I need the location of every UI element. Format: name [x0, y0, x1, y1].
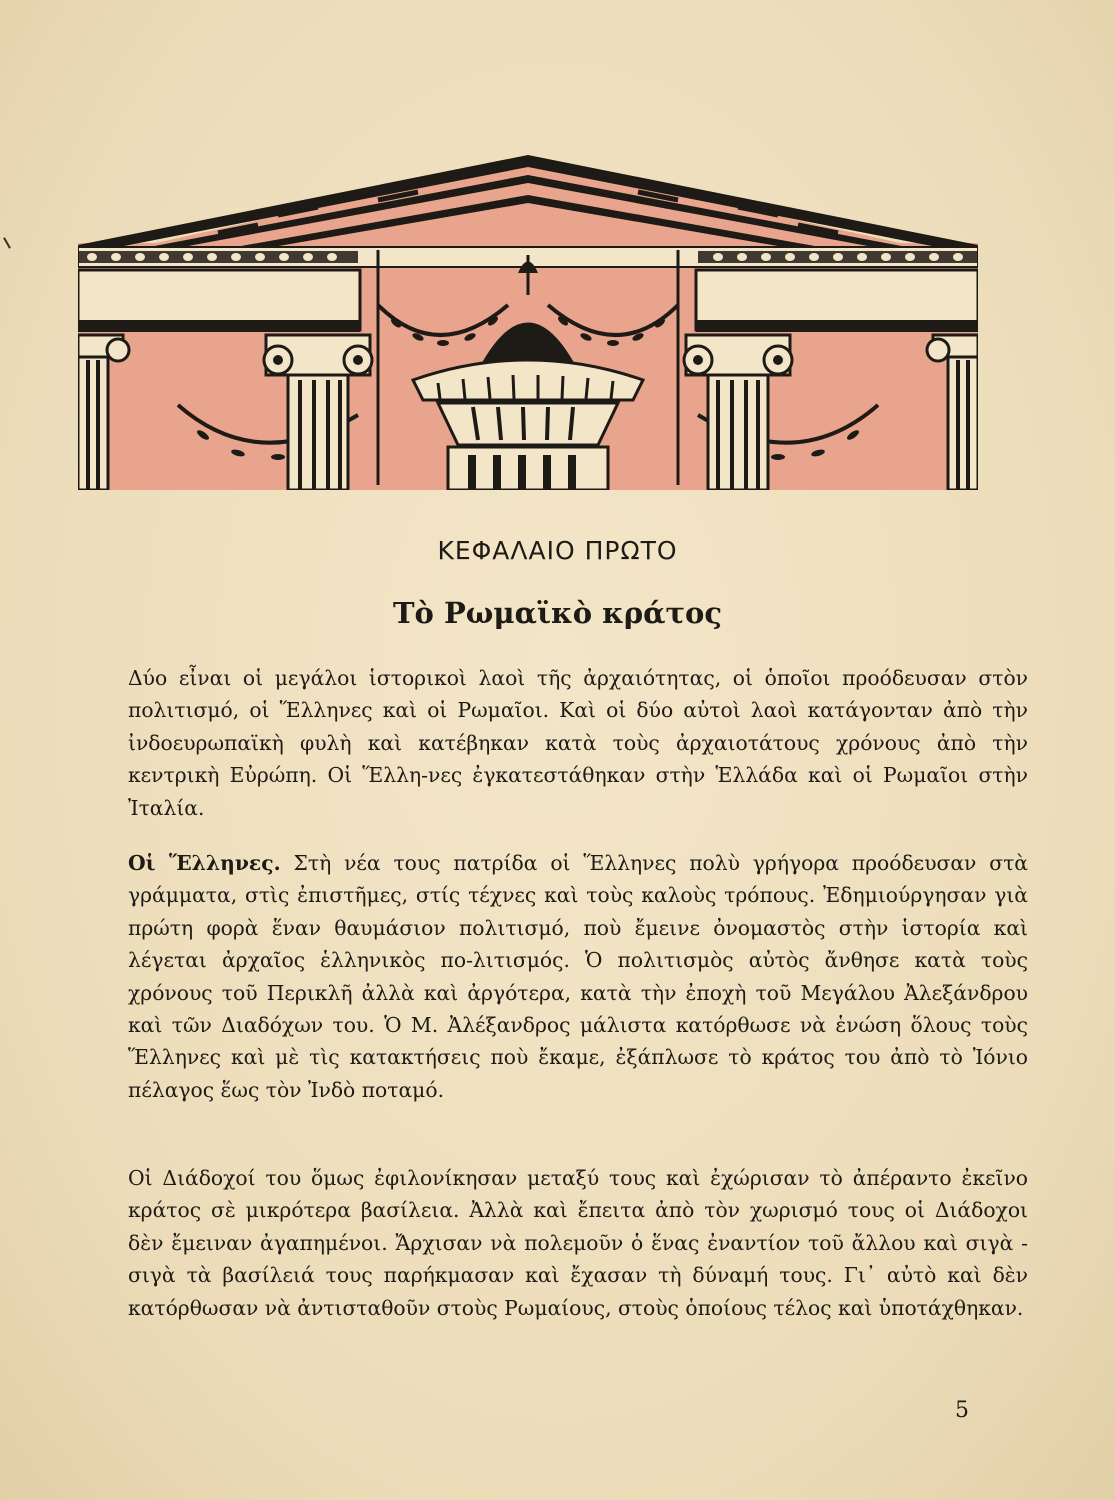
paragraph-2-lead: Οἱ Ἕλληνες. [128, 851, 281, 875]
paragraph-2 [78, 847, 1028, 1106]
temple-pediment-illustration [78, 155, 978, 490]
paragraph-1 [78, 662, 1028, 824]
chapter-heading: ΚΕΦΑΛΑΙΟ ΠΡΩΤΟ [437, 536, 678, 565]
paragraph-2-text: Στὴ νέα τους πατρίδα οἱ Ἕλληνες πολὺ γρήγορα προόδευσαν στὰ γράμματα, στὶς ἐπιστῆμες, στίς τέχνες καὶ τοὺς καλοὺς τρόπους. Ἐδημιούργησαν γιὰ πρώτη φορὰ ἕναν θαυμάσιον πολιτισμό, ποὺ ἔμεινε ὀνομαστὸς στὴν ἱστορία καὶ λέγεται ἀρχαῖος ἑλληνικὸς πο-λιτισμός. Ὁ πολιτισμὸς αὐτὸς ἄνθησε κατὰ τοὺς χρόνους τοῦ Περικλῆ ἀλλὰ καὶ ἀργότερα, κατὰ τὴν ἐποχὴ τοῦ Μεγάλου Ἀλεξάνδρου καὶ τῶν Διαδόχων του. Ὁ Μ. Ἀλέξανδρος μάλιστα κατόρθωσε νὰ ἑνώση ὅλους τοὺς Ἕλληνες καὶ μὲ τὶς κατακτήσεις ποὺ ἔκαμε, ἐξάπλωσε τὸ κράτος του ἀπὸ τὸ Ἰόνιο πέλαγος ἕως τὸν Ἰνδὸ ποταμό. [128, 851, 1028, 1102]
chapter-title: Τὸ Ρωμαϊκὸ κράτος [392, 596, 723, 630]
page-number: 5 [955, 1398, 969, 1423]
paragraph-3-text: Οἱ Διάδοχοί του ὅμως ἐφιλονίκησαν μεταξύ τους καὶ ἐχώρισαν τὸ ἀπέραντο ἐκεῖνο κράτος σὲ μικρότερα βασίλεια. Ἀλλὰ καὶ ἔπειτα ἀπὸ τὸν χωρισμό τους οἱ Διάδοχοι δὲν ἔμειναν ἀγαπημένοι. Ἄρχισαν νὰ πολεμοῦν ὁ ἕνας ἐναντίον τοῦ ἄλλου καὶ σιγὰ - σιγὰ τὰ βασίλειά τους παρήκμασαν καὶ ἔχασαν τὴ δύναμή τους. Γι᾿ αὐτὸ καὶ δὲν κατόρθωσαν νὰ ἀντισταθοῦν στοὺς Ρωμαίους, στοὺς ὁποίους τέλος καὶ ὑποτάχθηκαν. [128, 1166, 1028, 1320]
paragraph-1-text: Δύο εἶναι οἱ μεγάλοι ἱστορικοὶ λαοὶ τῆς ἀρχαιότητας, οἱ ὁποῖοι προόδευσαν στὸν πολιτισμό, οἱ Ἕλληνες καὶ οἱ Ρωμαῖοι. Καὶ οἱ δύο αὐτοὶ λαοὶ κατάγονταν ἀπὸ τὴν ἰνδοευρωπαϊκὴ φυλὴ καὶ κατέβηκαν κατὰ τοὺς ἀρχαιοτάτους χρόνους ἀπὸ τὴν κεντρικὴ Εὐρώπη. Οἱ Ἕλλη-νες ἐγκατεστάθηκαν στὴν Ἑλλάδα καὶ οἱ Ρωμαῖοι στὴν Ἰταλία. [128, 666, 1028, 820]
stray-mark [3, 237, 11, 248]
paragraph-3 [78, 1162, 1028, 1324]
